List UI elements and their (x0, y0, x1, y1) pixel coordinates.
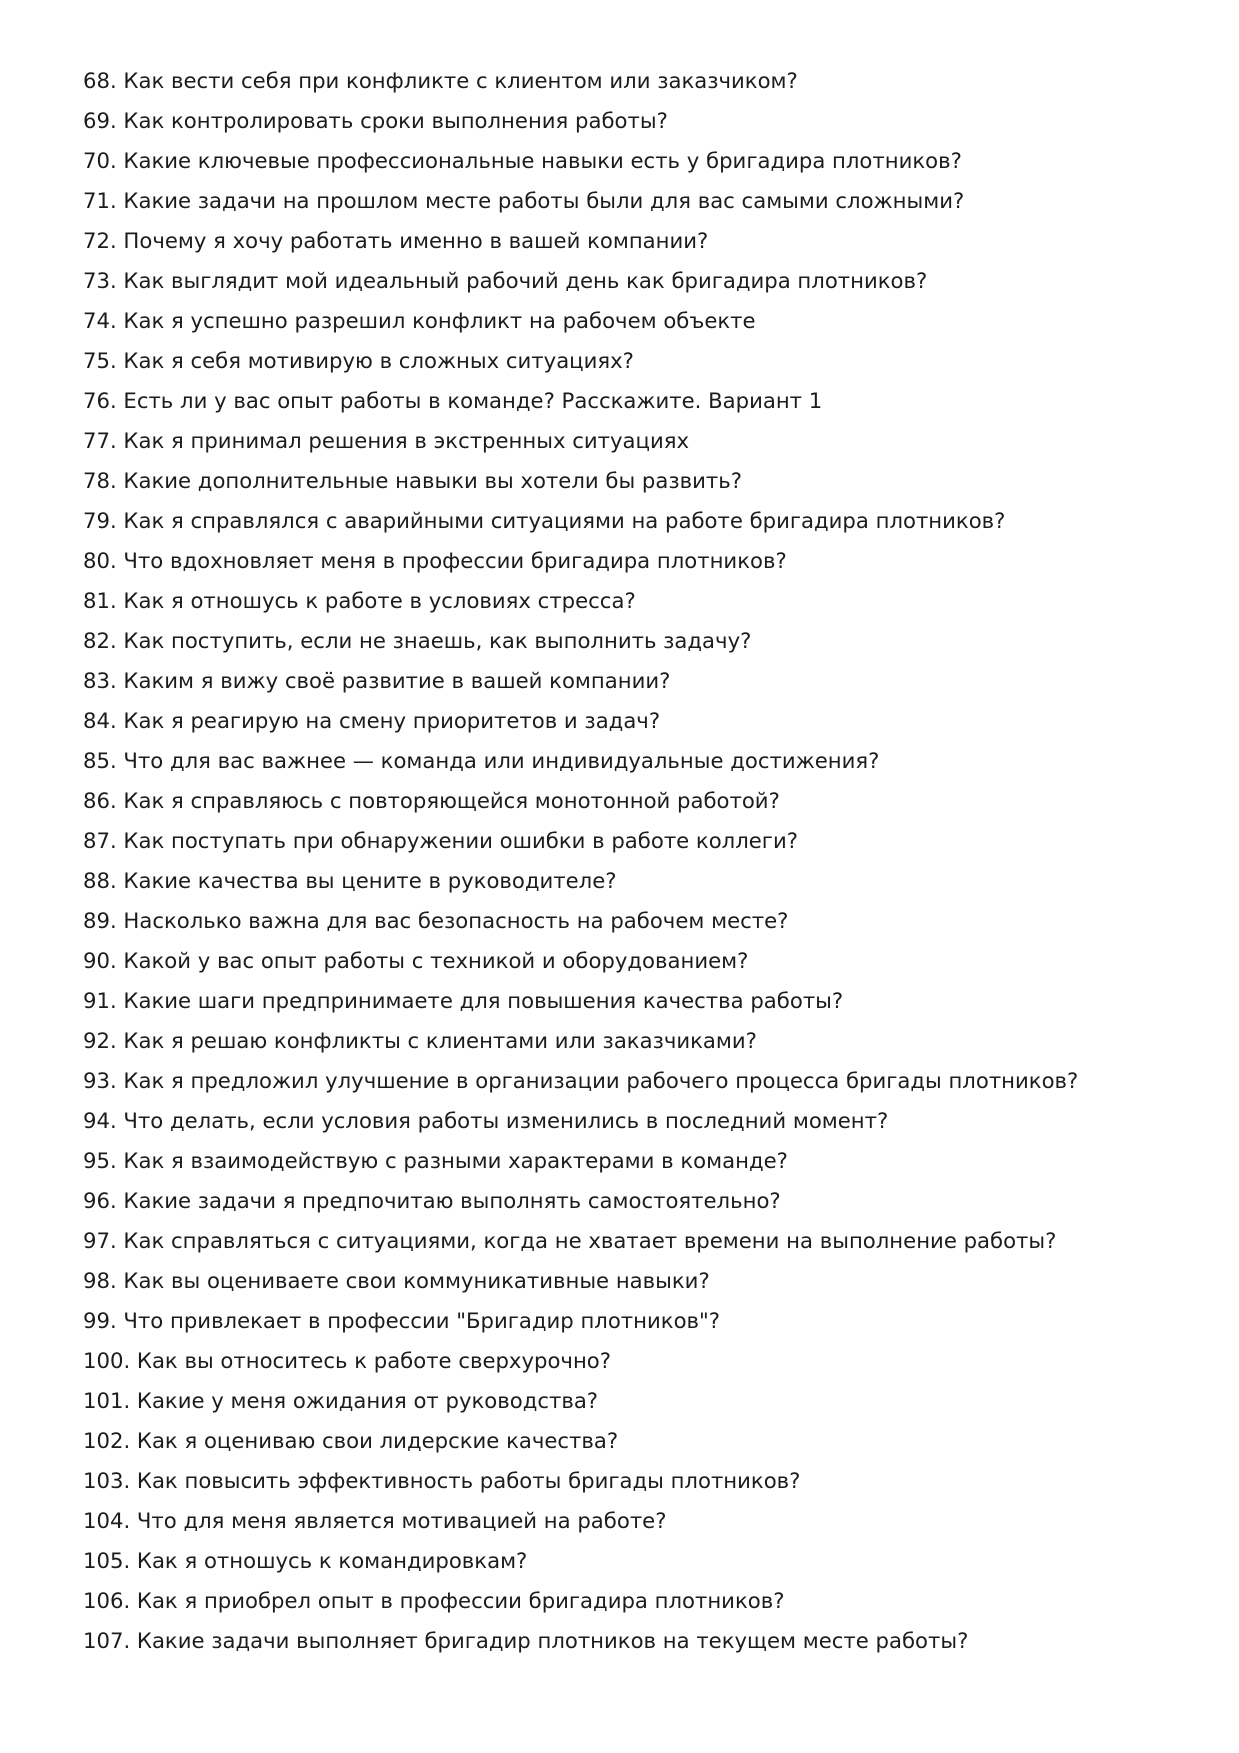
question-item: 77. Как я принимал решения в экстренных ситуациях (83, 428, 690, 453)
question-item: 89. Насколько важна для вас безопасность на рабочем месте? (83, 908, 789, 933)
question-item: 80. Что вдохновляет меня в профессии бригадира плотников? (83, 548, 787, 573)
question-item: 93. Как я предложил улучшение в организации рабочего процесса бригады плотников? (83, 1068, 1079, 1093)
question-item: 82. Как поступить, если не знаешь, как выполнить задачу? (83, 628, 752, 653)
question-item: 96. Какие задачи я предпочитаю выполнять самостоятельно? (83, 1188, 781, 1213)
question-item: 81. Как я отношусь к работе в условиях стресса? (83, 588, 636, 613)
question-item: 85. Что для вас важнее — команда или индивидуальные достижения? (83, 748, 880, 773)
question-item: 73. Как выглядит мой идеальный рабочий день как бригадира плотников? (83, 268, 928, 293)
question-item: 95. Как я взаимодействую с разными характерами в команде? (83, 1148, 788, 1173)
question-item: 104. Что для меня является мотивацией на работе? (83, 1508, 667, 1533)
question-item: 75. Как я себя мотивирую в сложных ситуациях? (83, 348, 634, 373)
question-item: 103. Как повысить эффективность работы бригады плотников? (83, 1468, 801, 1493)
question-item: 88. Какие качества вы цените в руководителе? (83, 868, 617, 893)
question-item: 100. Как вы относитесь к работе сверхурочно? (83, 1348, 612, 1373)
question-item: 69. Как контролировать сроки выполнения работы? (83, 108, 668, 133)
question-item: 79. Как я справлялся с аварийными ситуациями на работе бригадира плотников? (83, 508, 1006, 533)
question-item: 68. Как вести себя при конфликте с клиентом или заказчиком? (83, 68, 798, 93)
question-item: 101. Какие у меня ожидания от руководства? (83, 1388, 599, 1413)
question-item: 76. Есть ли у вас опыт работы в команде? Расскажите. Вариант 1 (83, 388, 823, 413)
question-list (83, 61, 1183, 1661)
question-item: 99. Что привлекает в профессии "Бригадир плотников"? (83, 1308, 721, 1333)
question-item: 70. Какие ключевые профессиональные навыки есть у бригадира плотников? (83, 148, 962, 173)
question-item: 90. Какой у вас опыт работы с техникой и оборудованием? (83, 948, 749, 973)
question-item: 98. Как вы оцениваете свои коммуникативные навыки? (83, 1268, 710, 1293)
question-item: 94. Что делать, если условия работы изменились в последний момент? (83, 1108, 889, 1133)
question-item: 86. Как я справляюсь с повторяющейся монотонной работой? (83, 788, 780, 813)
question-item: 83. Каким я вижу своё развитие в вашей компании? (83, 668, 671, 693)
question-item: 78. Какие дополнительные навыки вы хотели бы развить? (83, 468, 742, 493)
question-item: 92. Как я решаю конфликты с клиентами или заказчиками? (83, 1028, 757, 1053)
question-item: 84. Как я реагирую на смену приоритетов и задач? (83, 708, 661, 733)
question-item: 91. Какие шаги предпринимаете для повышения качества работы? (83, 988, 844, 1013)
question-item: 97. Как справляться с ситуациями, когда не хватает времени на выполнение работы? (83, 1228, 1057, 1253)
question-item: 102. Как я оцениваю свои лидерские качества? (83, 1428, 619, 1453)
question-item: 74. Как я успешно разрешил конфликт на рабочем объекте (83, 308, 756, 333)
question-item: 107. Какие задачи выполняет бригадир плотников на текущем месте работы? (83, 1628, 969, 1653)
question-item: 105. Как я отношусь к командировкам? (83, 1548, 528, 1573)
question-item: 106. Как я приобрел опыт в профессии бригадира плотников? (83, 1588, 785, 1613)
question-item: 87. Как поступать при обнаружении ошибки в работе коллеги? (83, 828, 798, 853)
question-item: 72. Почему я хочу работать именно в вашей компании? (83, 228, 709, 253)
question-item: 71. Какие задачи на прошлом месте работы были для вас самыми сложными? (83, 188, 965, 213)
